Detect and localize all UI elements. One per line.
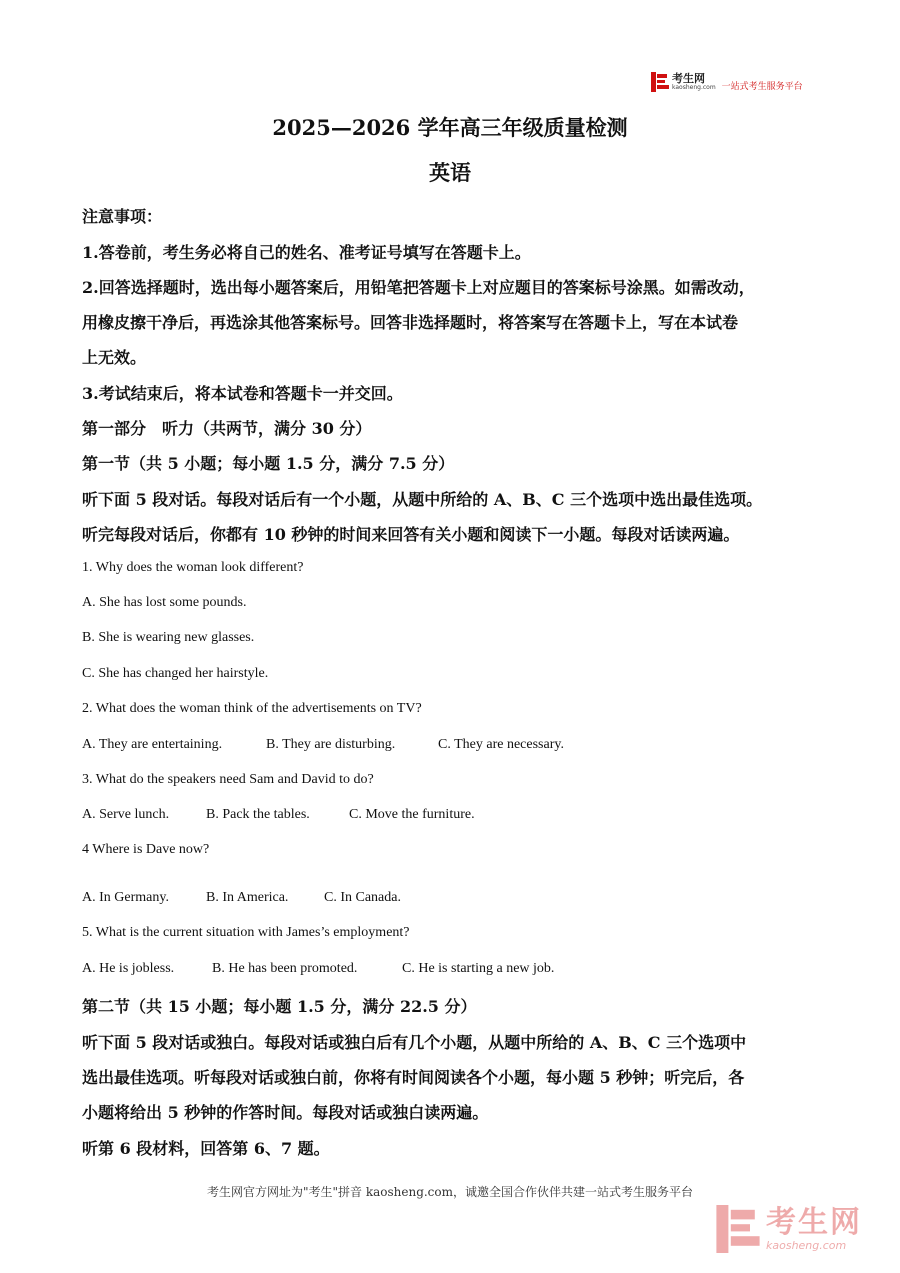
q1-option-c: C. She has changed her hairstyle. (82, 666, 269, 681)
section2-heading: 第二节（共 15 小题；每小题 1.5 分，满分 22.5 分） (82, 997, 477, 1016)
q2-options (82, 737, 564, 753)
exam-subject: 英语 (429, 160, 471, 185)
section2-intro-line-3: 小题将给出 5 秒钟的作答时间。每段对话或独白读两遍。 (82, 1103, 489, 1122)
q2-option-b: B. They are disturbing. (266, 737, 396, 752)
q5-options (82, 961, 554, 977)
note-2-line-2: 用橡皮擦干净后，再选涂其他答案标号。回答非选择题时，将答案写在答题卡上，写在本试卷 (82, 313, 739, 332)
watermark-domain: kaosheng.com (766, 1238, 847, 1252)
section2-intro-line-1: 听下面 5 段对话或独白。每段对话或独白后有几个小题，从题中所给的 A、B、C 三个选项中 (82, 1033, 747, 1052)
logo-name: 考生网 (672, 72, 705, 85)
q4-option-a: A. In Germany. (82, 890, 169, 905)
question-4: 4 Where is Dave now? (82, 842, 210, 857)
q5-option-c: C. He is starting a new job. (402, 961, 555, 976)
q5-option-b: B. He has been promoted. (212, 961, 358, 976)
q3-option-b: B. Pack the tables. (206, 807, 310, 822)
material-6-heading: 听第 6 段材料，回答第 6、7 题。 (82, 1139, 330, 1158)
q5-option-a: A. He is jobless. (82, 961, 175, 976)
header-logo (651, 72, 803, 92)
note-3: 3.考试结束后，将本试卷和答题卡一并交回。 (82, 384, 403, 403)
q3-option-c: C. Move the furniture. (349, 807, 475, 822)
note-2-line-3: 上无效。 (82, 348, 147, 367)
kaosheng-watermark-icon (716, 1205, 760, 1253)
question-3: 3. What do the speakers need Sam and David to do? (82, 772, 374, 787)
exam-title: 2025—2026 学年高三年级质量检测 (272, 115, 628, 140)
logo-domain: kaosheng.com (672, 84, 716, 91)
q2-option-a: A. They are entertaining. (82, 737, 223, 752)
question-1: 1. Why does the woman look different? (82, 560, 304, 575)
q4-option-c: C. In Canada. (324, 890, 401, 905)
q1-option-a: A. She has lost some pounds. (82, 595, 247, 610)
q2-option-c: C. They are necessary. (438, 737, 564, 752)
section1-intro-line-1: 听下面 5 段对话。每段对话后有一个小题，从题中所给的 A、B、C 三个选项中选出最佳选项。 (82, 490, 763, 509)
question-2: 2. What does the woman think of the advertisements on TV? (82, 701, 422, 716)
question-5: 5. What is the current situation with James’s employment? (82, 925, 410, 940)
footer-text: 考生网官方网址为"考生"拼音 kaosheng.com，诚邀全国合作伙伴共建一站式考生服务平台 (206, 1185, 694, 1199)
watermark-name: 考生网 (766, 1204, 862, 1240)
kaosheng-logo-icon (651, 72, 669, 92)
q3-option-a: A. Serve lunch. (82, 807, 170, 822)
note-1: 1.答卷前，考生务必将自己的姓名、准考证号填写在答题卡上。 (82, 243, 531, 262)
q1-option-b: B. She is wearing new glasses. (82, 630, 255, 645)
note-2-line-1: 2.回答选择题时，选出每小题答案后，用铅笔把答题卡上对应题目的答案标号涂黑。如需改动， (82, 278, 755, 297)
part1-heading: 第一部分 听力（共两节，满分 30 分） (82, 419, 372, 438)
q4-option-b: B. In America. (206, 890, 289, 905)
notes-heading: 注意事项： (82, 207, 163, 226)
section2-intro-line-2: 选出最佳选项。听每段对话或独白前，你将有时间阅读各个小题，每小题 5 秒钟；听完后，各 (82, 1068, 745, 1087)
footer-watermark (716, 1205, 862, 1253)
logo-slogan: 一站式考生服务平台 (721, 81, 803, 92)
q3-options (82, 807, 475, 823)
section1-intro-line-2: 听完每段对话后，你都有 10 秒钟的时间来回答有关小题和阅读下一小题。每段对话读两遍。 (82, 525, 740, 544)
q4-options (82, 890, 401, 906)
section1-heading: 第一节（共 5 小题；每小题 1.5 分，满分 7.5 分） (82, 454, 455, 473)
